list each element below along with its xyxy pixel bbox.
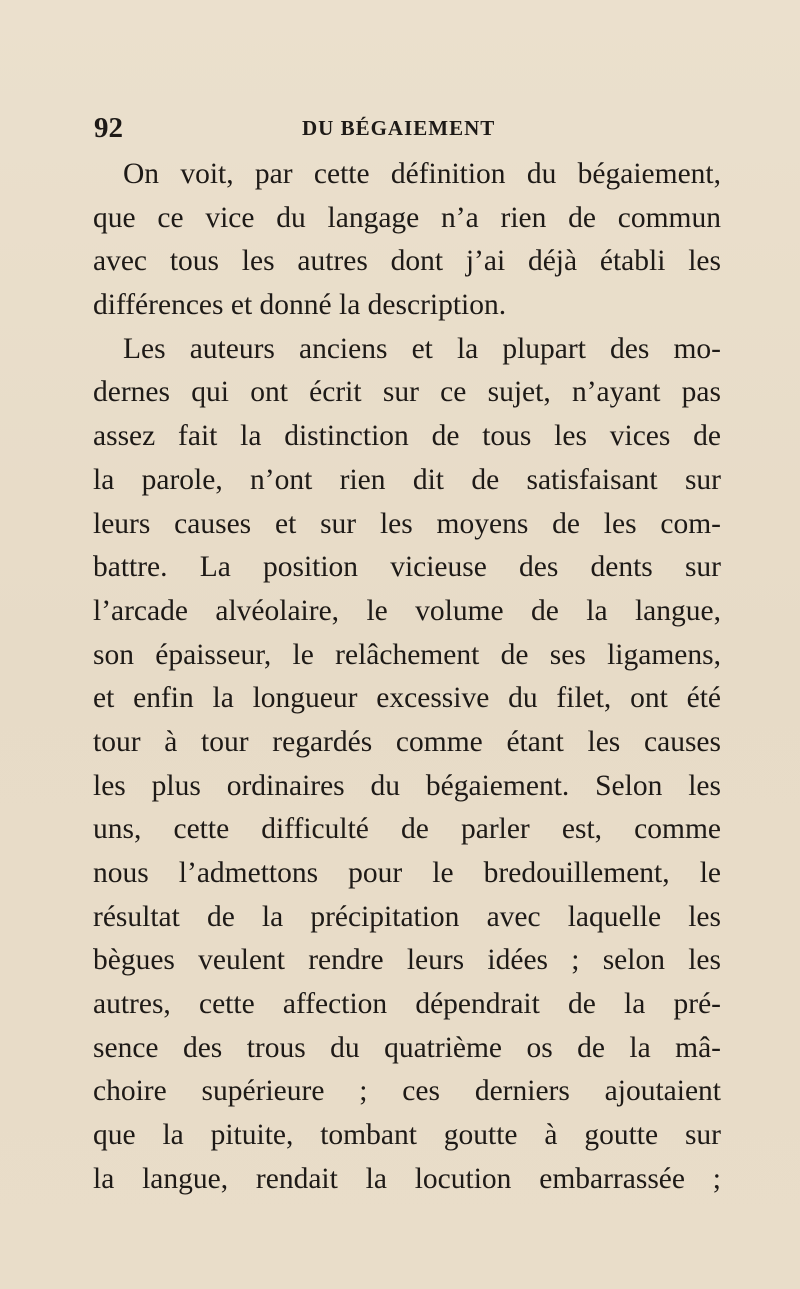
text-line: différences et donné la description. [93, 289, 507, 322]
text-line: dernes qui ont écrit sur ce sujet, n’ayant pas [93, 376, 721, 409]
text-line: assez fait la distinction de tous les vices de [93, 420, 721, 453]
text-line: et enfin la longueur excessive du filet, ont été [93, 682, 721, 715]
text-line: les plus ordinaires du bégaiement. Selon les [93, 769, 721, 802]
text-line: que la pituite, tombant goutte à goutte sur [93, 1119, 721, 1152]
page-number: 92 [94, 112, 123, 144]
text-line: leurs causes et sur les moyens de les com- [93, 507, 721, 540]
text-line: sence des trous du quatrième os de la mâ- [93, 1031, 721, 1064]
text-line: bègues veulent rendre leurs idées ; selon les [93, 944, 721, 977]
text-line: Les auteurs anciens et la plupart des mo- [123, 332, 721, 365]
text-line: tour à tour regardés comme étant les causes [93, 725, 721, 758]
text-line: la parole, n’ont rien dit de satisfaisant sur [93, 463, 721, 496]
text-line: son épaisseur, le relâchement de ses ligamens, [93, 638, 721, 671]
text-line: la langue, rendait la locution embarrassée ; [93, 1162, 721, 1195]
text-line: choire supérieure ; ces derniers ajoutaient [93, 1075, 721, 1108]
text-line: résultat de la précipitation avec laquelle les [93, 900, 721, 933]
text-line: que ce vice du langage n’a rien de commun [93, 201, 721, 234]
text-line: battre. La position vicieuse des dents sur [93, 551, 721, 584]
text-line: nous l’admettons pour le bredouillement, le [93, 857, 721, 889]
body-text [93, 153, 721, 1202]
text-line: l’arcade alvéolaire, le volume de la langue, [93, 594, 721, 627]
running-head: DU BÉGAIEMENT [302, 116, 496, 140]
page-header [0, 108, 800, 148]
text-line: On voit, par cette définition du bégaiement, [123, 158, 721, 190]
text-line: autres, cette affection dépendrait de la pré- [93, 988, 721, 1021]
text-line: avec tous les autres dont j’ai déjà établi les [93, 245, 721, 278]
text-line: uns, cette difficulté de parler est, comme [93, 813, 721, 846]
